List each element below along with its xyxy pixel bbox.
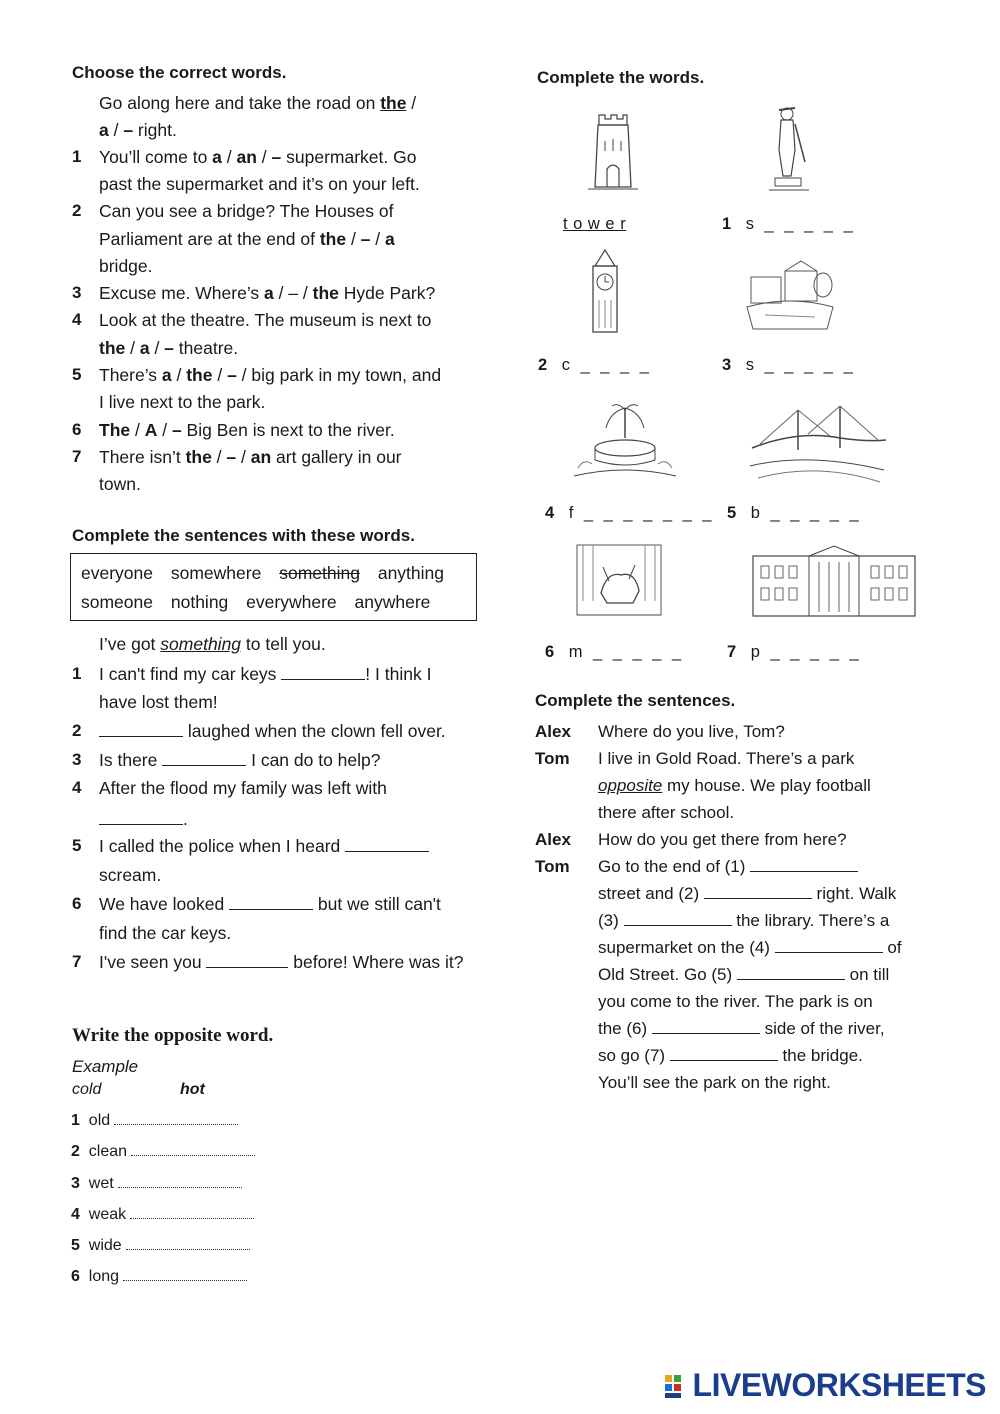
s2-num-5: 5	[72, 836, 82, 855]
speaker-tom: Tom	[535, 857, 570, 876]
dialog-line: Old Street. Go (5) on till	[598, 965, 890, 984]
caption-tower: t o w e r	[563, 215, 627, 233]
s1-num-4: 4	[72, 310, 82, 329]
s1-item-2-line3: bridge.	[99, 256, 153, 276]
s1-item-5-line2: I live next to the park.	[99, 392, 266, 412]
s2-item-4-line1: After the flood my family was left with	[99, 778, 387, 798]
dialog-line: opposite my house. We play football	[598, 776, 871, 795]
s1-num-7: 7	[72, 447, 82, 466]
blank-input[interactable]	[704, 884, 812, 899]
section-title-complete-words: Complete the words.	[537, 68, 705, 87]
word-everyone: everyone	[81, 563, 153, 583]
opp-item-1: 1 old	[71, 1112, 238, 1130]
section-title-complete-sentences-words: Complete the sentences with these words.	[72, 526, 415, 545]
answer-line[interactable]	[130, 1206, 254, 1219]
blank-input[interactable]	[652, 1019, 760, 1034]
museum-illustration	[573, 541, 665, 623]
blank-input[interactable]	[750, 857, 858, 872]
s2-item-3-line1: Is there I can do to help?	[99, 750, 381, 770]
s2-item-1-line2: have lost them!	[99, 692, 218, 712]
dialog-line: You’ll see the park on the right.	[598, 1073, 831, 1092]
answer-line[interactable]	[123, 1268, 247, 1281]
word-box-row-2	[81, 592, 443, 613]
example-word: cold	[72, 1081, 102, 1098]
s2-item-6-line1: We have looked but we still can't	[99, 894, 441, 914]
s2-num-1: 1	[72, 664, 82, 683]
s1-example-line1: Go along here and take the road on the /	[99, 93, 417, 113]
s2-item-7-line1: I've seen you before! Where was it?	[99, 952, 464, 972]
s1-num-1: 1	[72, 147, 82, 166]
word-somewhere: somewhere	[170, 563, 262, 583]
s2-item-5-line2: scream.	[99, 865, 162, 885]
blank-input[interactable]	[281, 665, 365, 680]
dialog-line: (3) the library. There’s a	[598, 911, 890, 930]
s2-num-4: 4	[72, 778, 82, 797]
dialog-line: you come to the river. The park is on	[598, 992, 873, 1011]
clock-tower-illustration	[585, 248, 625, 336]
answer-line[interactable]	[126, 1237, 250, 1250]
caption-7: 7 p _ _ _ _ _	[727, 643, 862, 661]
s2-example: I’ve got something to tell you.	[99, 634, 326, 654]
s2-num-7: 7	[72, 952, 82, 971]
word-box	[70, 553, 477, 621]
blank-input[interactable]	[775, 938, 883, 953]
blank-input[interactable]	[624, 911, 732, 926]
caption-1: 1 s _ _ _ _ _	[722, 215, 856, 233]
dialog-line: How do you get there from here?	[598, 830, 847, 849]
section-title-complete-sentences: Complete the sentences.	[535, 691, 736, 710]
bridge-illustration	[748, 400, 888, 485]
s2-num-6: 6	[72, 894, 82, 913]
liveworksheets-logo-icon	[665, 1373, 691, 1399]
example-label: Example	[72, 1057, 139, 1076]
square-illustration	[745, 255, 835, 335]
dialog-line: the (6) side of the river,	[598, 1019, 885, 1038]
s1-num-2: 2	[72, 201, 82, 220]
dialog-line: Go to the end of (1)	[598, 853, 858, 880]
opp-item-4: 4 weak	[71, 1206, 254, 1224]
s1-item-7-line1: There isn’t the / – / an art gallery in our	[99, 447, 402, 467]
word-anything: anything	[377, 563, 445, 583]
s2-item-6-line2: find the car keys.	[99, 923, 232, 943]
word-box-row-1	[81, 563, 457, 584]
speaker-tom: Tom	[535, 749, 570, 768]
s2-num-2: 2	[72, 721, 82, 740]
s1-item-6-line1: The / A / – Big Ben is next to the river.	[99, 420, 395, 440]
blank-input[interactable]	[99, 722, 183, 737]
opp-item-5: 5 wide	[71, 1237, 250, 1255]
word-nothing: nothing	[170, 592, 229, 612]
speaker-alex: Alex	[535, 830, 571, 849]
word-anywhere: anywhere	[354, 592, 431, 612]
caption-2: 2 c _ _ _ _	[538, 356, 652, 374]
s1-num-6: 6	[72, 420, 82, 439]
s2-num-3: 3	[72, 750, 82, 769]
liveworksheets-logo[interactable]: LIVEWORKSHEETS	[665, 1367, 986, 1404]
answer-line[interactable]	[118, 1175, 242, 1188]
opp-item-3: 3 wet	[71, 1175, 242, 1193]
dialog-line: so go (7) the bridge.	[598, 1046, 863, 1065]
palace-illustration	[749, 540, 919, 620]
s1-item-4-line1: Look at the theatre. The museum is next to	[99, 310, 432, 330]
speaker-alex: Alex	[535, 722, 571, 741]
caption-6: 6 m _ _ _ _ _	[545, 643, 685, 661]
fountain-illustration	[570, 398, 680, 486]
answer-line[interactable]	[114, 1112, 238, 1125]
s1-item-4-line2: the / a / – theatre.	[99, 338, 239, 358]
blank-input[interactable]	[99, 810, 183, 825]
blank-input[interactable]	[345, 837, 429, 852]
s1-num-3: 3	[72, 283, 82, 302]
blank-input[interactable]	[670, 1046, 778, 1061]
answer-line[interactable]	[131, 1143, 255, 1156]
blank-input[interactable]	[162, 751, 246, 766]
dialog-line: Where do you live, Tom?	[598, 722, 785, 741]
blank-input[interactable]	[737, 965, 845, 980]
section-title-choose-words: Choose the correct words.	[72, 63, 287, 82]
s1-item-3-line1: Excuse me. Where’s a / – / the Hyde Park?	[99, 283, 436, 303]
dialog-line: I live in Gold Road. There’s a park	[598, 749, 855, 768]
s1-item-2-line1: Can you see a bridge? The Houses of	[99, 201, 394, 221]
tower-illustration	[583, 105, 643, 195]
caption-3: 3 s _ _ _ _ _	[722, 356, 856, 374]
s1-item-5-line1: There’s a / the / – / big park in my town, and	[99, 365, 442, 385]
s2-item-2-line1: laughed when the clown fell over.	[99, 718, 446, 745]
dialog-line: there after school.	[598, 803, 735, 822]
opp-item-2: 2 clean	[71, 1143, 255, 1161]
caption-5: 5 b _ _ _ _ _	[727, 504, 862, 522]
blank-input[interactable]	[229, 895, 313, 910]
s2-item-1-line1: I can't find my car keys ! I think I	[99, 664, 432, 684]
dialog-line: street and (2) right. Walk	[598, 884, 897, 903]
s1-item-7-line2: town.	[99, 474, 141, 494]
s1-item-1-line1: You’ll come to a / an / – supermarket. Go	[99, 147, 417, 167]
s1-num-5: 5	[72, 365, 82, 384]
dialog-line: supermarket on the (4) of	[598, 938, 902, 957]
s1-example-line2: a / – right.	[99, 120, 177, 140]
caption-4: 4 f _ _ _ _ _ _ _	[545, 504, 715, 522]
word-something-struck: something	[279, 563, 360, 583]
s2-item-5-line1: I called the police when I heard	[99, 833, 429, 860]
s2-item-4-line2: .	[99, 806, 188, 833]
word-someone: someone	[81, 592, 153, 612]
opp-item-6: 6 long	[71, 1268, 247, 1286]
statue-illustration	[765, 102, 815, 197]
section-title-opposite-word: Write the opposite word.	[72, 1025, 274, 1046]
blank-input[interactable]	[206, 953, 288, 968]
s1-item-1-line2: past the supermarket and it’s on your left.	[99, 174, 420, 194]
s1-item-2-line2: Parliament are at the end of the / – / a	[99, 229, 395, 249]
example-answer: hot	[180, 1081, 205, 1098]
word-everywhere: everywhere	[246, 592, 337, 612]
